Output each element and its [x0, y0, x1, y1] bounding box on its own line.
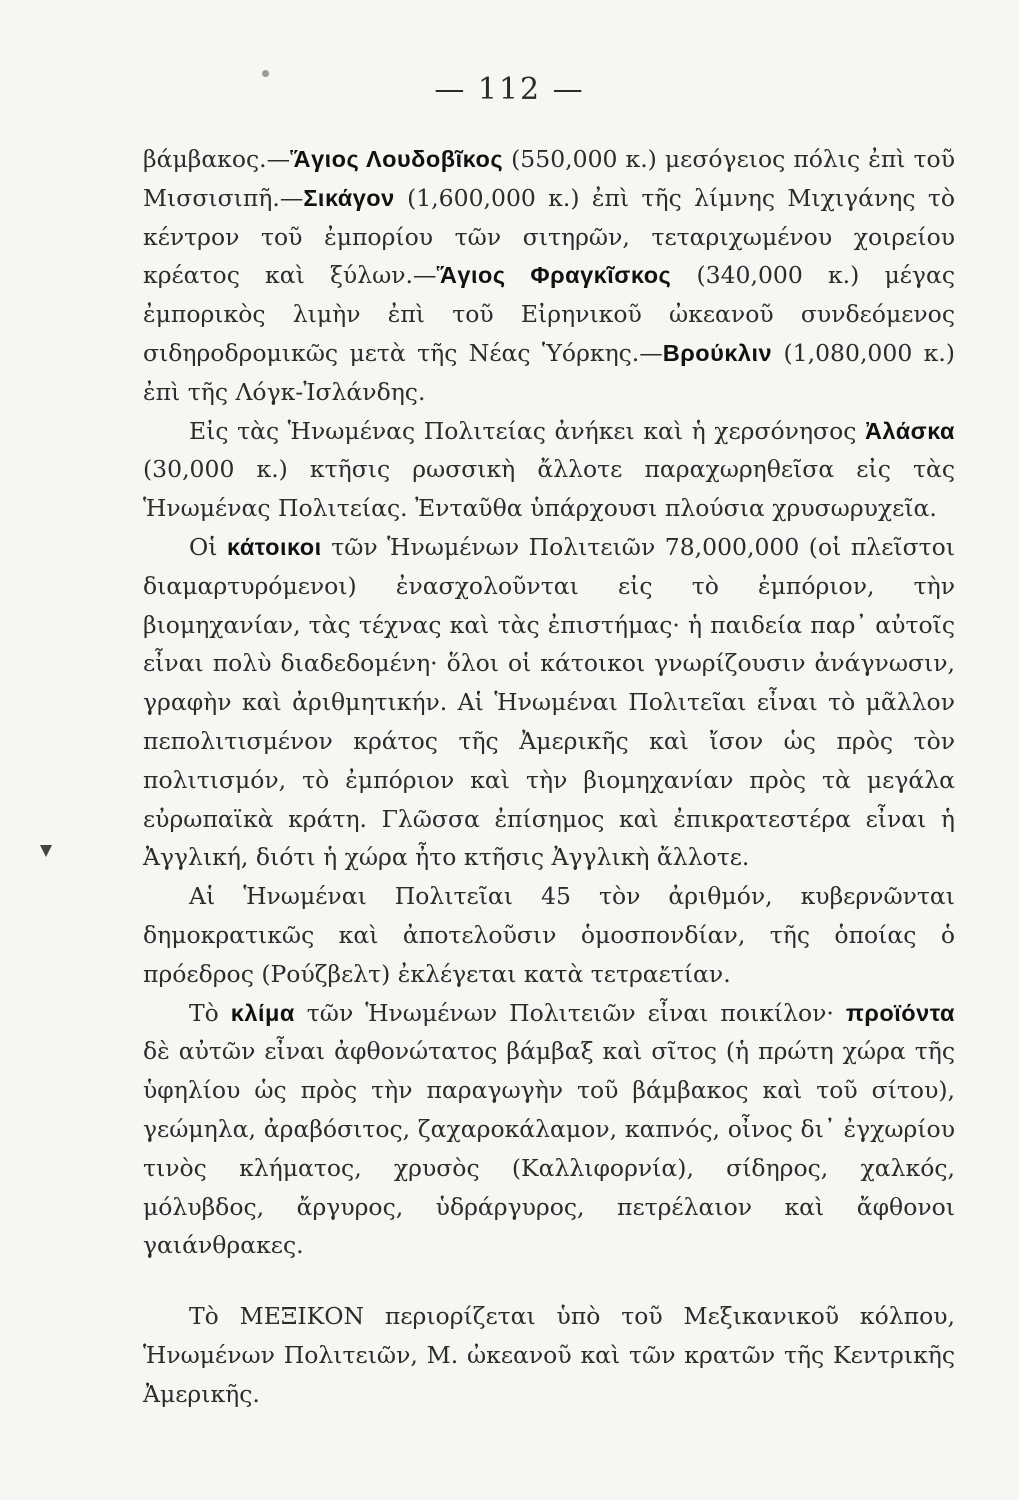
paragraph — [143, 412, 955, 528]
text-run: τῶν Ἡνωμένων Πολιτειῶν 78,000,000 (οἱ πλεῖστοι διαμαρτυρόμενοι) ἐνασχολοῦνται εἰς τὸ ἐμπόριον, τὴν βιομηχανίαν, τὰς τέχνας καὶ τὰς ἐπιστήμας· ἡ παιδεία παρ᾽ αὐτοῖς εἶναι πολὺ διαδεδομένη· ὅλοι οἱ κάτοικοι γνωρίζουσιν ἀνάγνωσιν, γραφὴν καὶ ἀριθμητικήν. Αἱ Ἡνωμέναι Πολιτεῖαι εἶναι τὸ μᾶλλον πεπολιτισμένον κράτος τῆς Ἀμερικῆς καὶ ἴσον ὡς πρὸς τὸν πολιτισμόν, τὸ ἐμπόριον καὶ τὴν βιομηχανίαν πρὸς τὰ μεγάλα εὐρωπαϊκὰ κράτη. Γλῶσσα ἐπίσημος καὶ ἐπικρατεστέρα εἶναι ἡ Ἀγγλική, διότι ἡ χώρα ἦτο κτῆσις Ἀγγλικὴ ἄλλοτε. — [143, 532, 955, 872]
text-run: τῶν Ἡνωμένων Πολιτειῶν εἶναι ποικίλον· — [294, 998, 846, 1027]
text-run: (30,000 κ.) κτῆσις ρωσσικὴ ἄλλοτε παραχωρηθεῖσα εἰς τὰς Ἡνωμένας Πολιτείας. Ἐνταῦθα ὑπάρχουσι πλούσια χρυσωρυχεῖα. — [143, 455, 955, 523]
text-run: Αἱ Ἡνωμέναι Πολιτεῖαι 45 τὸν ἀριθμόν, κυβερνῶνται δημοκρατικῶς καὶ ἀποτελοῦσιν ὁμοσπονδίαν, τῆς ὁποίας ὁ πρόεδρος (Ρούζβελτ) ἐκλέγεται κατὰ τετραετίαν. — [143, 882, 955, 988]
text-run: Τὸ — [189, 998, 231, 1027]
bold-term: Ἅγιος Λουδοβῖκος — [290, 146, 504, 172]
text-run: Εἰς τὰς Ἡνωμένας Πολιτείας ἀνήκει καὶ ἡ χερσόνησος — [189, 416, 865, 445]
text-run: Τὸ ΜΕΞΙΚΟΝ περιορίζεται ὑπὸ τοῦ Μεξικανικοῦ κόλπου, Ἡνωμένων Πολιτειῶν, Μ. ὠκεανοῦ καὶ τῶν κρατῶν τῆς Κεντρικῆς Ἀμερικῆς. — [143, 1302, 955, 1408]
body-text — [143, 140, 955, 1414]
page-number: — 112 — — [434, 72, 585, 107]
bold-term: Σικάγον — [303, 184, 395, 211]
bold-term: κλίμα — [230, 999, 295, 1026]
text-run: (340,000 κ.) μέγας ἐμπορικὸς λιμὴν ἐπὶ τοῦ Εἰρηνικοῦ ὠκεανοῦ συνδεόμενος σιδηροδρομικῶς μετὰ τῆς Νέας Ὑόρκης.— — [143, 261, 955, 367]
bold-term: κάτοικοι — [227, 533, 322, 560]
text-run: βάμβακος.— — [143, 145, 291, 173]
bold-term: Ἀλάσκα — [864, 417, 955, 444]
paragraph — [143, 994, 955, 1266]
text-run: δὲ αὐτῶν εἶναι ἀφθονώτατος βάμβαξ καὶ σῖτος (ἡ πρώτη χώρα τῆς ὑφηλίου ὡς πρὸς τὴν παραγωγὴν τοῦ βάμβακος καὶ τοῦ σίτου), γεώμηλα, ἀραβόσιτος, ζαχαροκάλαμον, καπνός, οἶνος δι᾽ ἐγχωρίου τινὸς κλήματος, χρυσὸς (Καλλιφορνία), σίδηρος, χαλκός, μόλυβδος, ἄργυρος, ὑδράργυρος, πετρέλαιον καὶ ἄφθονοι γαιάνθρακες. — [143, 1037, 955, 1260]
bold-term: Βρούκλιν — [662, 339, 773, 366]
margin-mark — [40, 845, 52, 857]
paragraph — [143, 1297, 955, 1413]
paragraph — [143, 140, 955, 412]
text-run: Οἱ — [189, 532, 227, 561]
text-run: (1,080,000 κ.) ἐπὶ τῆς Λόγκ-Ἰσλάνδης. — [143, 338, 955, 406]
bold-term: Ἅγιος Φραγκῖσκος — [436, 262, 672, 289]
bold-term: προϊόντα — [845, 999, 955, 1026]
paragraph — [143, 528, 955, 877]
text-run: (1,600,000 κ.) ἐπὶ τῆς λίμνης Μιχιγάνης τὸ κέντρον τοῦ ἐμπορίου τῶν σιτηρῶν, τεταριχωμένου χοιρείου κρέατος καὶ ξύλων.— — [143, 183, 955, 290]
text-run: (550,000 κ.) μεσόγειος πόλις ἐπὶ τοῦ Μισσισιπῆ.— — [143, 145, 955, 212]
paragraph — [143, 877, 955, 993]
